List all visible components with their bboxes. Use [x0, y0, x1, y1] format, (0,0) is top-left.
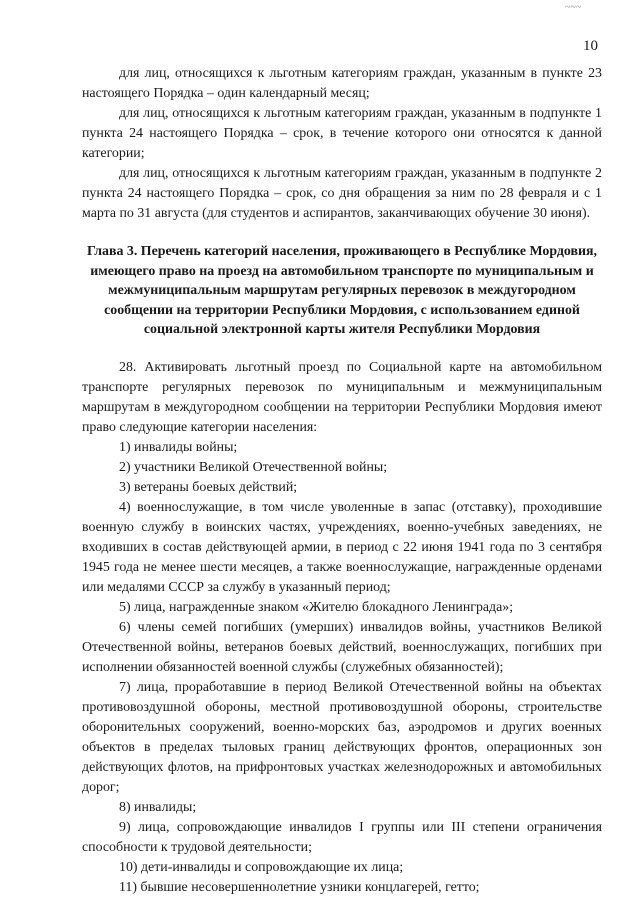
document-body — [82, 64, 602, 898]
intro-paragraph: для лиц, относящихся к льготным категориям граждан, указанным в подпункте 1 пункта 24 настоящего Порядка – срок, в течение которого они относятся к данной категории; — [82, 106, 602, 161]
page-number: 10 — [583, 38, 598, 54]
paragraph-28: 28. Активировать льготный проезд по Социальной карте на автомобильном транспорте регулярных перевозок по муниципальным и межмуниципальным маршрутам в междугородном сообщении на территории Республики Мордовия имеют право следующие категории населения: — [82, 359, 602, 435]
intro-paragraph: для лиц, относящихся к льготным категориям граждан, указанным в пункте 23 настоящего Порядка – один календарный месяц; — [82, 66, 602, 101]
category-item: 5) лица, награжденные знаком «Жителю блокадного Ленинграда»; — [119, 599, 514, 615]
category-item: 3) ветераны боевых действий; — [119, 479, 298, 495]
category-item: 9) лица, сопровождающие инвалидов I группы или III степени ограничения способности к трудовой деятельности; — [82, 819, 602, 855]
category-item: 8) инвалиды; — [119, 799, 197, 815]
chapter-heading: Глава 3. Перечень категорий населения, проживающего в Республике Мордовия, имеющего право на проезд на автомобильном транспорте по муниципальным и межмуниципальным маршрутам регулярных перевозок в междугородном сообщении на территории Республики Мордовия, с использованием единой социальной электронной карты жителя Республики Мордовия — [86, 244, 597, 337]
category-item: 11) бывшие несовершеннолетние узники концлагерей, гетто; — [119, 879, 480, 895]
category-item: 2) участники Великой Отечественной войны; — [119, 459, 388, 475]
category-item: 1) инвалиды войны; — [119, 439, 238, 455]
category-item: 4) военнослужащие, в том числе уволенные в запас (отставку), проходившие военную службу в воинских частях, учреждениях, военно-учебных заведениях, не входивших в состав действующей армии, в период с 22 июня 1941 года по 3 сентября 1945 года не менее шести месяцев, а также военнослужащие, награжденные орденами или медалями СССР за службу в указанный период; — [82, 499, 602, 595]
category-item: 6) члены семей погибших (умерших) инвалидов войны, участников Великой Отечественной войны, ветеранов боевых действий, военнослужащих, погибших при исполнении обязанностей военной службы (служебных обязанностей); — [82, 619, 602, 675]
category-list — [82, 438, 602, 898]
category-item: 7) лица, проработавшие в период Великой Отечественной войны на объектах противовоздушной обороны, местной противовоздушной обороны, строительстве оборонительных сооружений, военно-морских баз, аэродромов и других военных объектов в пределах тыловых границ действующих фронтов, операционных зон действующих флотов, на прифронтовых участках железнодорожных и автомобильных дорог; — [82, 679, 602, 795]
intro-paragraph: для лиц, относящихся к льготным категориям граждан, указанным в подпункте 2 пункта 24 настоящего Порядка – срок, со дня обращения за ним по 28 февраля и с 1 марта по 31 августа (для студентов и аспирантов, заканчивающих обучение 30 июня). — [82, 166, 602, 221]
corner-mark: ~~~ — [565, 2, 582, 13]
category-item: 10) дети-инвалиды и сопровождающие их лица; — [119, 859, 404, 875]
